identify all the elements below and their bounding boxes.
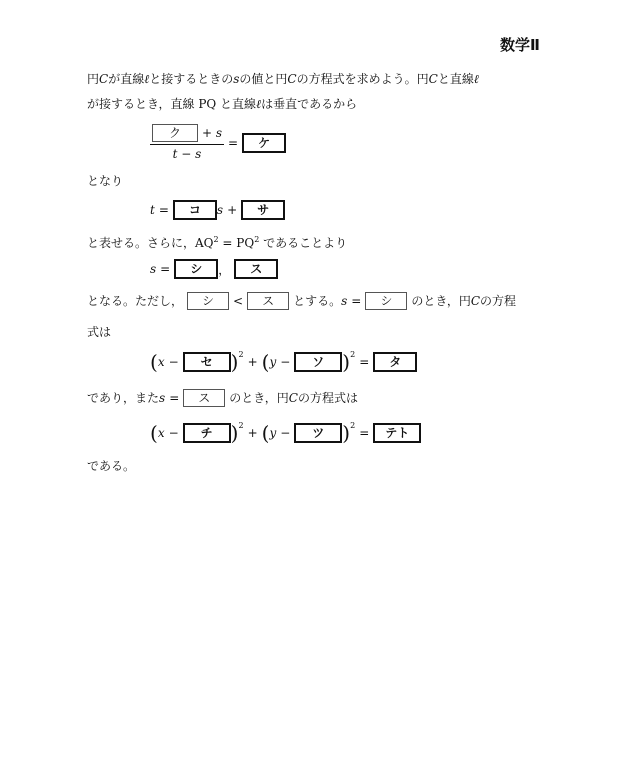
var-s: s [150, 262, 157, 276]
var-c: C [470, 294, 481, 308]
answer-box-chi[interactable]: チ [183, 423, 231, 443]
circle-equation-1 [150, 350, 417, 374]
superscript: 2 [254, 235, 260, 244]
fraction [150, 124, 224, 161]
text: が直線 [108, 72, 145, 86]
tonari-text: となり [87, 174, 124, 188]
var-y: y [269, 426, 277, 440]
intro-line-2 [87, 96, 357, 112]
comma: ， [218, 262, 231, 277]
text: が接するとき，直線 PQ と直線 [87, 97, 257, 111]
equals-sign: = [359, 355, 370, 369]
dearu-text: である。 [87, 459, 136, 473]
var-s: s [159, 391, 166, 405]
answer-box-ta[interactable]: タ [373, 352, 417, 372]
fraction-numerator [150, 124, 224, 144]
var-ell: ℓ [144, 72, 150, 86]
plus-sign: + [247, 426, 258, 440]
text: の方程式を求めよう。円 [296, 72, 429, 86]
equals-sign: = [228, 135, 239, 150]
answer-box-ku[interactable]: ク [152, 124, 198, 142]
text: であり，また [87, 391, 160, 405]
right-paren: ) [230, 350, 239, 374]
answer-box-ko[interactable]: コ [173, 200, 217, 220]
var-s: s [233, 72, 240, 86]
minus-sign: − [168, 426, 179, 440]
text: = PQ [218, 236, 255, 250]
text: となる。ただし， [87, 294, 184, 308]
minus-sign: − [168, 355, 179, 369]
answer-box-so[interactable]: ソ [294, 352, 342, 372]
minus-sign: − [280, 355, 291, 369]
page-header: 数学Ⅱ [500, 36, 540, 54]
answer-box-tsu[interactable]: ツ [294, 423, 342, 443]
left-paren: ( [150, 421, 158, 445]
equals-sign: = [169, 391, 180, 405]
equals-sign: = [359, 426, 370, 440]
ref-box-shi: シ [365, 292, 407, 310]
text: とする。 [293, 294, 342, 308]
condition-line [87, 292, 516, 310]
left-paren: ( [150, 350, 158, 374]
text: + s [202, 126, 223, 140]
var-ell: ℓ [256, 97, 262, 111]
text: であることより [259, 236, 348, 250]
var-c: C [99, 72, 109, 86]
right-paren: ) [342, 350, 351, 374]
answer-box-ke[interactable]: ケ [242, 133, 286, 153]
ref-box-su: ス [183, 389, 225, 407]
text: のとき，円 [411, 294, 471, 308]
shiki-text: 式は [87, 325, 112, 339]
text: と表せる。さらに，AQ [87, 236, 214, 250]
equals-sign: = [160, 262, 171, 276]
plus-sign: + [247, 355, 258, 369]
text: と接するときの [149, 72, 234, 86]
superscript: 2 [213, 235, 219, 244]
var-s: s [216, 203, 224, 217]
answer-box-sa[interactable]: サ [241, 200, 285, 220]
text: 円 [87, 72, 100, 86]
plus-sign: + [227, 203, 238, 217]
fraction-denominator: t − s [172, 147, 202, 161]
equation-s [150, 259, 278, 279]
circle-equation-2 [150, 421, 421, 445]
var-c: C [287, 72, 297, 86]
var-c: C [428, 72, 438, 86]
var-t: t [150, 203, 155, 217]
var-y: y [269, 355, 277, 369]
answer-box-shi[interactable]: シ [174, 259, 218, 279]
equals-sign: = [158, 203, 169, 217]
ref-box-su: ス [247, 292, 289, 310]
text: は垂直であるから [261, 97, 358, 111]
var-x: x [157, 355, 165, 369]
superscript: 2 [238, 350, 244, 359]
answer-box-teto[interactable]: テト [373, 423, 421, 443]
text: のとき，円 [229, 391, 289, 405]
var-s: s [341, 294, 348, 308]
aq-line [87, 232, 347, 251]
intro-line-1 [87, 71, 479, 87]
superscript: 2 [350, 421, 356, 430]
equation-fraction [150, 124, 286, 161]
answer-box-su[interactable]: ス [234, 259, 278, 279]
superscript: 2 [350, 350, 356, 359]
ref-box-shi: シ [187, 292, 229, 310]
text: の値と円 [239, 72, 288, 86]
superscript: 2 [238, 421, 244, 430]
right-paren: ) [342, 421, 351, 445]
text: と直線 [437, 72, 474, 86]
var-x: x [157, 426, 165, 440]
less-than-sign: < [233, 294, 244, 308]
answer-box-se[interactable]: セ [183, 352, 231, 372]
var-c: C [288, 391, 298, 405]
left-paren: ( [261, 421, 270, 445]
right-paren: ) [230, 421, 239, 445]
equation-t [150, 200, 285, 220]
second-case-line [87, 389, 358, 407]
minus-sign: − [280, 426, 291, 440]
equals-sign: = [351, 294, 362, 308]
var-ell: ℓ [473, 72, 479, 86]
text: の方程式は [297, 391, 358, 405]
text: の方程 [480, 294, 517, 308]
left-paren: ( [261, 350, 270, 374]
